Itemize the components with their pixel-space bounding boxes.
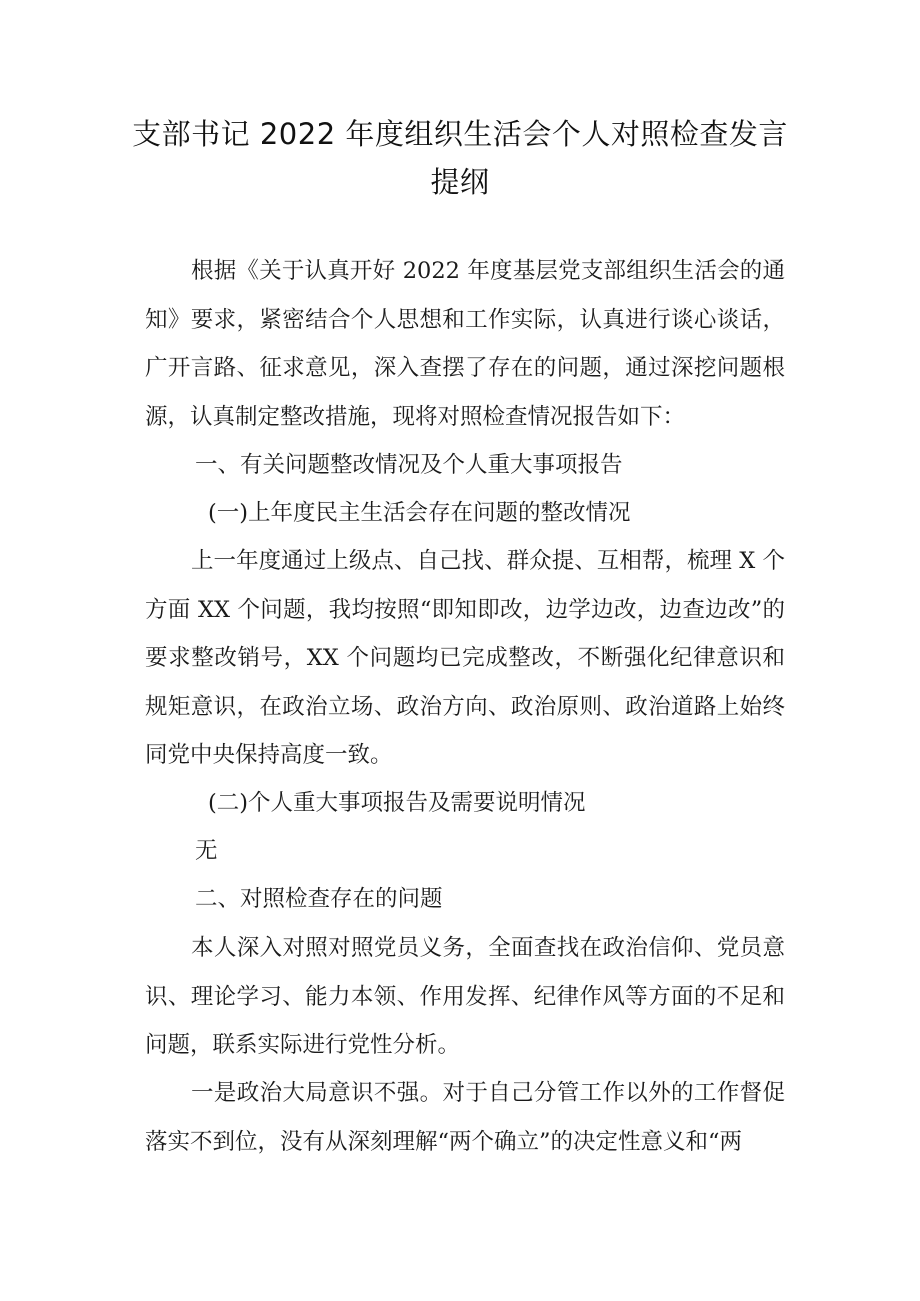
intro-paragraph: 根据《关于认真开好 2022 年度基层党支部组织生活会的通知》要求，紧密结合个人思想和工作实际，认真进行谈心谈话，广开言路、征求意见，深入查摆了存在的问题，通过深挖问题根源，认真制定整改措施，现将对照检查情况报告如下： xyxy=(145,258,785,430)
section-1-sub-2-paragraph: 无 xyxy=(195,838,218,864)
section-1-heading: 一、有关问题整改情况及个人重大事项报告 xyxy=(195,452,623,478)
section-1-subheading-2: (二)个人重大事项报告及需要说明情况 xyxy=(208,790,586,816)
document-title-line-1: 支部书记 2022 年度组织生活会个人对照检查发言 xyxy=(132,117,788,151)
section-2-heading: 二、对照检查存在的问题 xyxy=(195,886,443,912)
section-1-subheading-1: (一)上年度民主生活会存在问题的整改情况 xyxy=(208,500,631,526)
section-2-paragraph: 本人深入对照对照党员义务，全面查找在政治信仰、党员意识、理论学习、能力本领、作用发挥、纪律作风等方面的不足和问题，联系实际进行党性分析。 xyxy=(145,935,785,1058)
document-title-line-2: 提纲 xyxy=(430,165,490,199)
section-1-sub-1-paragraph: 上一年度通过上级点、自己找、群众提、互相帮，梳理 X 个方面 XX 个问题，我均按照“即知即改，边学边改，边查边改”的要求整改销号，XX 个问题均已完成整改，不断强化纪律意识和规矩意识，在政治立场、政治方向、政治原则、政治道路上始终同党中央保持高度一致。 xyxy=(145,548,785,768)
section-2-point-1-paragraph: 一是政治大局意识不强。对于自己分管工作以外的工作督促落实不到位，没有从深刻理解“两个确立”的决定性意义和“两 xyxy=(145,1080,785,1155)
